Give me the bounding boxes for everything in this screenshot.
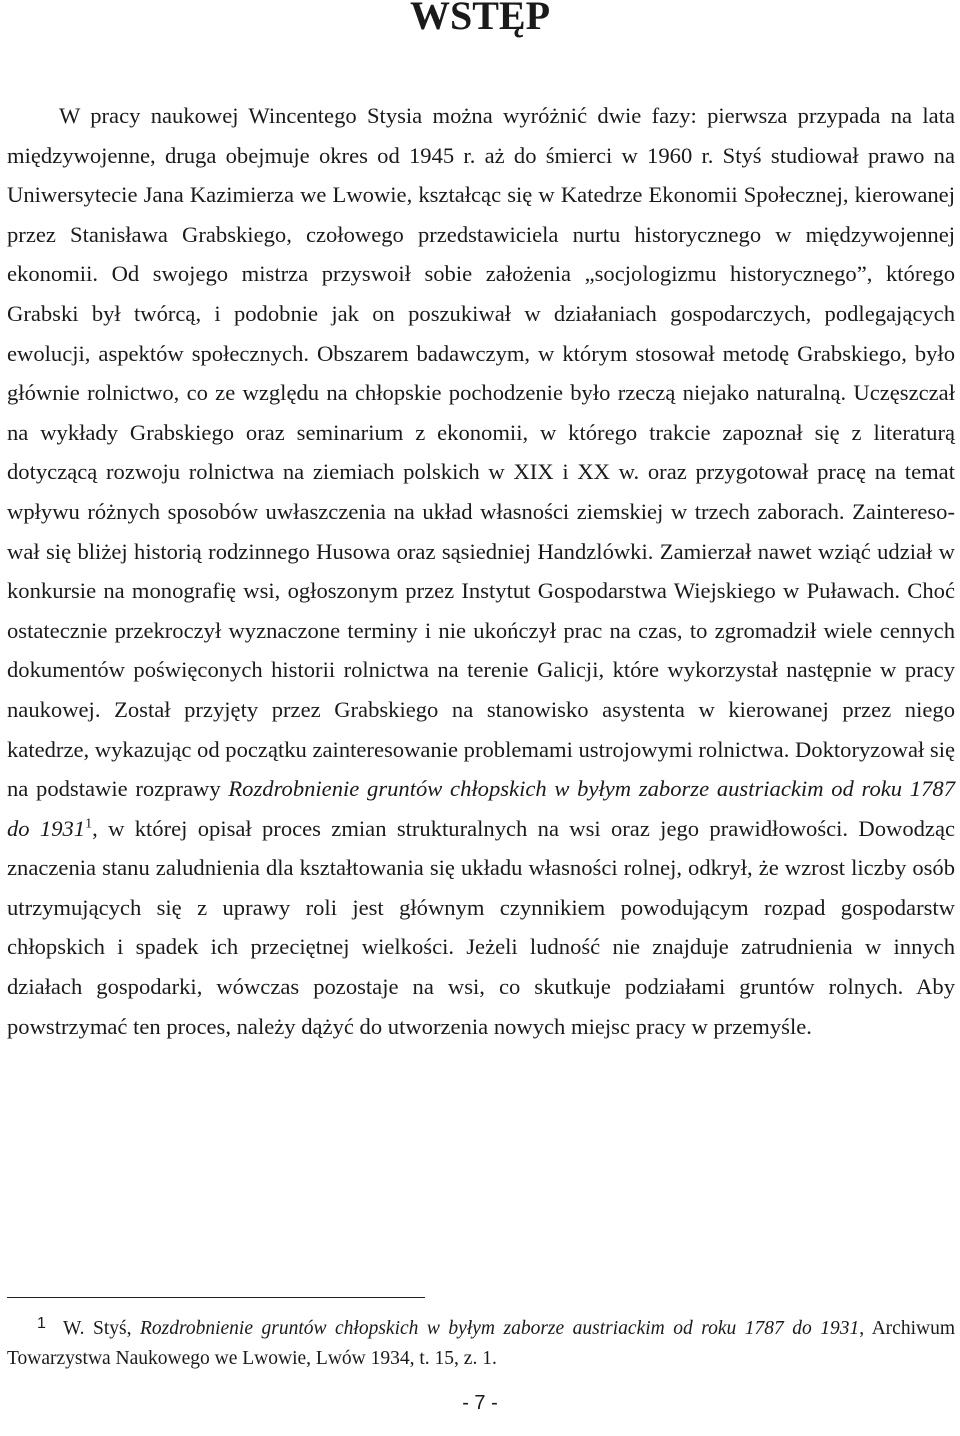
dissertation-title: Rozdrobnienie gruntów chłopskich w byłym zaborze austriackim od roku 1787 do 1931 xyxy=(7,776,955,841)
footnote-rest: , Archiwum Towarzystwa Naukowego we Lwowie, Lwów 1934, t. 15, z. 1. xyxy=(7,1318,956,1369)
footnote-author: W. Styś, xyxy=(63,1318,140,1339)
footnote-divider xyxy=(7,1297,425,1298)
footnote: 1 W. Styś, Rozdrobnienie gruntów chłopskich w byłym zaborze austriackim od roku 1787 do 1931, Archiwum Towarzystwa Naukowego we Lwowie, Lwów 1934, t. 15, z. 1. xyxy=(7,1315,956,1369)
main-paragraph xyxy=(7,96,955,1046)
page-title: WSTĘP xyxy=(409,0,551,38)
page-number: - 7 - xyxy=(462,1392,498,1414)
paragraph-text-1: W pracy naukowej Wincentego Stysia można wyróżnić dwie fazy: pierwsza przypada na lata międzywojenne, druga obejmuje okres od 1945 r. aż do śmierci w 1960 r. Styś studiował prawo na Uniwersytecie Jana Kazimierza we Lwowie, kształcąc się w Katedrze Ekonomii Społecznej, kierowanej przez Stanisława Grabskiego, czołowego przedstawiciela nurtu historycznego w międzywojennej ekonomii. Od swojego mistrza przyswoił sobie założenia „socjologizmu historycznego”, którego Grabski był twórcą, i podobnie jak on poszukiwał w działaniach gospodarczych, podlegających ewolucji, aspektów społecznych. Obszarem badawczym, w którym stosował metodę Grabskiego, było głównie rolnictwo, co ze względu na chłopskie pochodzenie było rzeczą niejako naturalną. Uczęszczał na wykłady Grabskiego oraz seminarium z ekonomii, w którego trakcie zapoznał się z literaturą dotyczącą rozwoju rolnictwa na ziemiach polskich w XIX i XX w. oraz przygotował pracę na temat wpływu różnych sposobów uwłaszczenia na układ własności ziemskiej w trzech zaborach. Zainteresował się bliżej historią rodzinnego Husowa oraz sąsiedniej Handzlówki. Zamierzał nawet wziąć udział w konkursie na monografię wsi, ogłoszonym przez Instytut Gospodarstwa Wiejskiego w Puławach. Choć ostatecznie przekroczył wyznaczone terminy i nie ukończył prac na czas, to zgromadził wiele cennych dokumentów poświęconych historii rolnictwa na terenie Galicji, które wykorzystał następnie w pracy naukowej. Został przyjęty przez Grabskiego na stanowisko asystenta w kierowanej przez niego katedrze, wykazując od początku zainteresowanie problemami ustrojowymi rolnictwa. Doktoryzował się na podstawie rozprawy xyxy=(7,103,955,802)
footnote-reference[interactable]: 1 xyxy=(85,816,93,832)
paragraph-text-2: , w której opisał proces zmian strukturalnych na wsi oraz jego prawidłowości. Dowodząc znaczenia stanu zaludnienia dla kształtowania się układu własności rolnej, odkrył, że wzrost liczby osób utrzymujących się z uprawy roli jest głównym czynnikiem powodującym rozpad gospodarstw chłopskich i spadek ich przeciętnej wielkości. Jeżeli ludność nie znajduje zatrudnienia w innych działach gospodarki, wówczas pozostaje na wsi, co skutkuje podziałami gruntów rolnych. Aby powstrzymać ten proces, należy dążyć do utworzenia nowych miejsc pracy w przemyśle. xyxy=(7,815,955,1039)
footnote-title: Rozdrobnienie gruntów chłopskich w byłym zaborze austriackim od roku 1787 do 1931 xyxy=(139,1318,860,1339)
